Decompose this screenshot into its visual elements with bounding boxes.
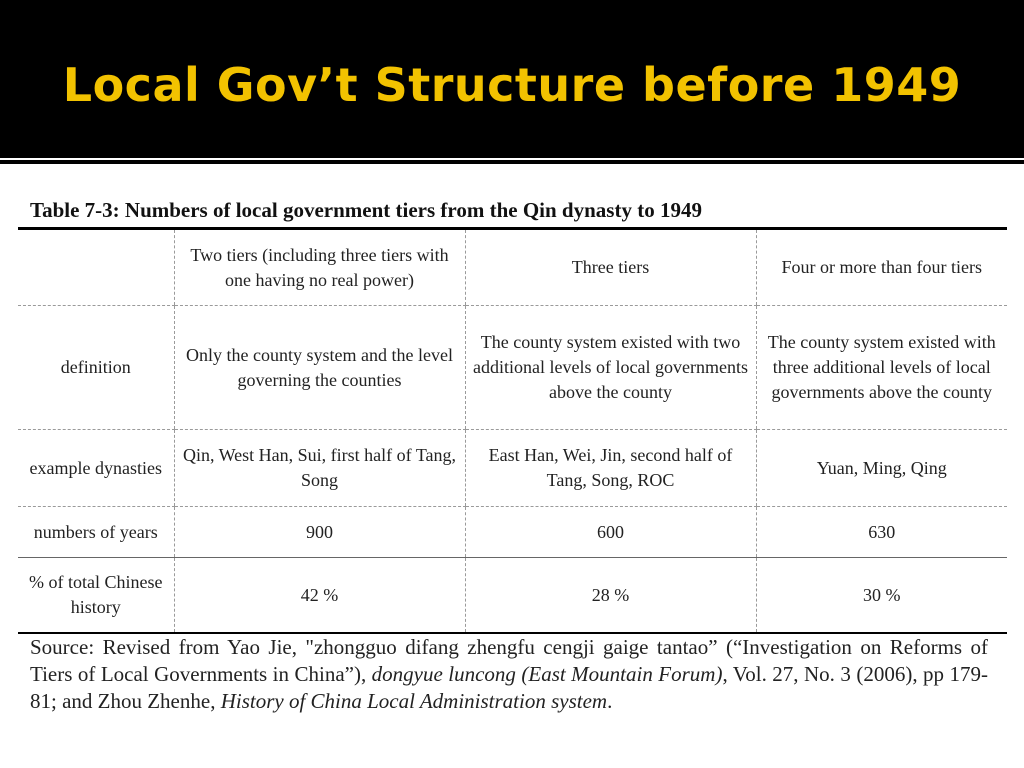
source-text: .: [607, 689, 613, 713]
source-citation: [30, 634, 988, 715]
row-label: definition: [18, 306, 174, 430]
row-label: numbers of years: [18, 507, 174, 558]
row-label: example dynasties: [18, 430, 174, 507]
table-row: [18, 430, 1007, 507]
source-text: Source: Revised from Yao Jie, "zhongguo difang zhengfu cengji gaige tantao” (“Investigation on Reforms of Tiers of Local Governments in China”),: [30, 635, 988, 686]
header-cell-three-tiers: Three tiers: [465, 229, 756, 306]
table-container: [18, 227, 1007, 634]
table-header-row: [18, 229, 1007, 306]
slide-content: [0, 164, 1024, 768]
source-text: , Vol. 27, No. 3 (2006), pp 179-81; and Zhou Zhenhe,: [30, 662, 988, 713]
table-cell: 900: [174, 507, 465, 558]
table-cell: Only the county system and the level governing the counties: [174, 306, 465, 430]
tiers-table: [18, 227, 1007, 634]
table-cell: 28 %: [465, 558, 756, 634]
table-cell: East Han, Wei, Jin, second half of Tang, Song, ROC: [465, 430, 756, 507]
header-cell-blank: [18, 229, 174, 306]
table-cell: The county system existed with three additional levels of local governments above the county: [756, 306, 1007, 430]
table-cell: 30 %: [756, 558, 1007, 634]
source-book: History of China Local Administration system: [220, 689, 608, 713]
table-cell: 600: [465, 507, 756, 558]
table-cell: 630: [756, 507, 1007, 558]
header-cell-four-tiers: Four or more than four tiers: [756, 229, 1007, 306]
row-label: % of total Chinese history: [18, 558, 174, 634]
table-caption: Table 7-3: Numbers of local government tiers from the Qin dynasty to 1949: [30, 198, 702, 222]
table-cell: 42 %: [174, 558, 465, 634]
table-cell: Qin, West Han, Sui, first half of Tang, Song: [174, 430, 465, 507]
source-journal: dongyue luncong (East Mountain Forum): [371, 662, 723, 686]
table-row: [18, 507, 1007, 558]
table-row: [18, 558, 1007, 634]
table-cell: The county system existed with two additional levels of local governments above the county: [465, 306, 756, 430]
table-cell: Yuan, Ming, Qing: [756, 430, 1007, 507]
header-cell-two-tiers: Two tiers (including three tiers with one having no real power): [174, 229, 465, 306]
table-row: [18, 306, 1007, 430]
slide-title: Local Gov’t Structure before 1949: [62, 58, 962, 112]
slide-title-bar: [0, 0, 1024, 158]
